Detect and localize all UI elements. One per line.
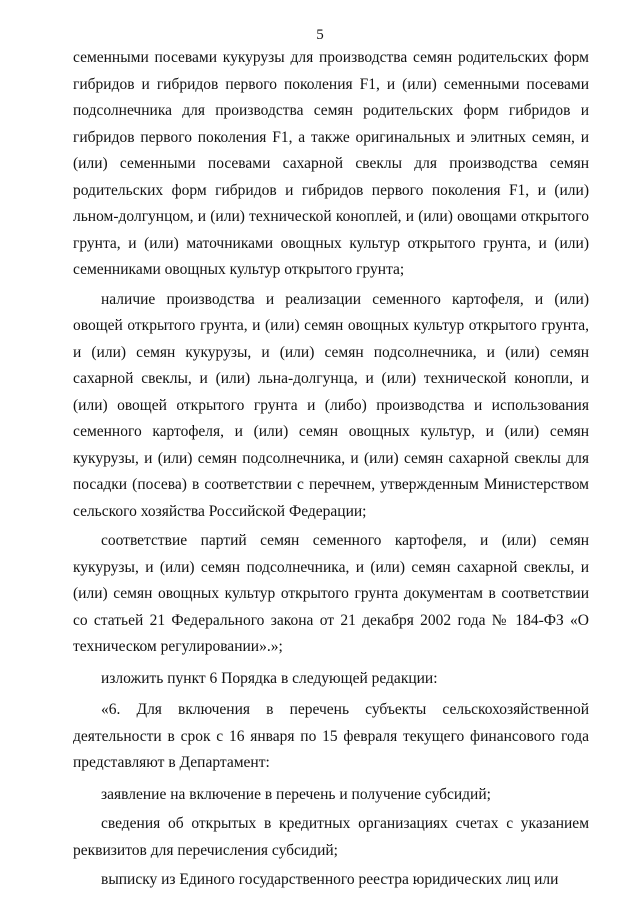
paragraph-seed-conformity: соответствие партий семян семенного картофеля, и (или) семян кукурузы, и (или) семян подсолнечника, и (или) семян сахарной свеклы, и (или) семян овощных культур открытого грунта документам в соответствии со статьей 21 Федерального закона от 21 декабря 2002 года № 184-ФЗ «О техническом регулировании».»; [73,532,589,655]
paragraph-bank-accounts: сведения об открытых в кредитных организациях счетах с указанием реквизитов для перечисления субсидий; [73,815,589,859]
document-body [73,45,589,894]
paragraph-application: заявление на включение в перечень и получение субсидий; [101,785,491,803]
paragraph-production-requirement: наличие производства и реализации семенного картофеля, и (или) овощей открытого грунта, и (или) семян овощных культур открытого грунта, и (или) семян кукурузы, и (или) семян подсолнечника, и (или) семян сахарной свеклы, и (или) льна-долгунца, и (или) технической конопли, и (или) овощей открытого грунта и (либо) производства и использования семенного картофеля, и (или) семян овощных культур, и (или) семян кукурузы, и (или) семян подсолнечника, и (или) семян сахарной свеклы для посадки (посева) в соответствии с перечнем, утвержденным Министерством сельского хозяйства Российской Федерации; [73,290,589,520]
paragraph-registry-extract: выписку из Единого государственного реестра юридических лиц или [101,871,559,888]
paragraph-amend-item-6: изложить пункт 6 Порядка в следующей редакции: [101,669,438,687]
page-number: 5 [316,27,324,43]
paragraph-seed-crops-continuation: семенными посевами кукурузы для производства семян родительских форм гибридов и гибридов первого поколения F1, и (или) семенными посевами подсолнечника для производства семян родительских форм гибридов и гибридов первого поколения F1, а также оригинальных и элитных семян, и (или) семенными посевами сахарной свеклы для производства семян родительских форм гибридов и гибридов первого поколения F1, и (или) льном-долгунцом, и (или) технической коноплей, и (или) овощами открытого грунта, и (или) маточниками овощных культур открытого грунта, и (или) семенниками овощных культур открытого грунта; [73,49,589,278]
paragraph-item-6-intro: «6. Для включения в перечень субъекты сельскохозяйственной деятельности в срок с 16 января по 15 февраля текущего финансового года представляют в Департамент: [73,701,589,771]
